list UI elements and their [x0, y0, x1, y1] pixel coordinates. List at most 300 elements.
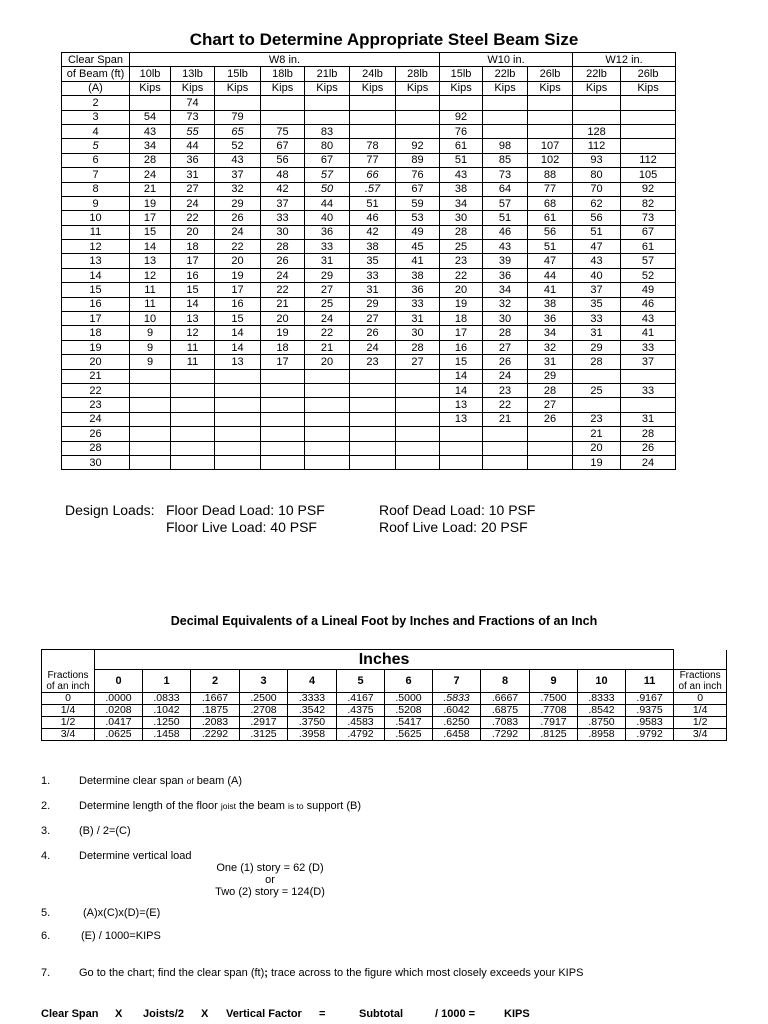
kips-cell: 48: [261, 168, 305, 182]
kips-cell: [350, 398, 396, 412]
kips-cell: [261, 96, 305, 110]
kips-cell: [305, 110, 350, 124]
step-3-text: (B) / 2=(C): [79, 825, 131, 837]
kips-cell: 28: [483, 326, 528, 340]
kips-cell: 51: [440, 153, 483, 167]
kips-cell: 17: [261, 355, 305, 369]
kips-cell: 102: [528, 153, 573, 167]
span-cell: 4: [62, 124, 130, 138]
table-row: [62, 182, 676, 196]
kips-cell: [483, 441, 528, 455]
kips-cell: 37: [621, 355, 676, 369]
span-cell: 28: [62, 441, 130, 455]
kips-cell: [528, 110, 573, 124]
decimal-cell: .6250: [433, 717, 481, 729]
kips-cell: 41: [528, 283, 573, 297]
span-cell: 6: [62, 153, 130, 167]
kips-cell: 43: [130, 124, 171, 138]
kips-cell: [483, 124, 528, 138]
kips-cell: 64: [483, 182, 528, 196]
kips-cell: 11: [171, 340, 215, 354]
kips-cell: [350, 96, 396, 110]
kips-cell: 21: [483, 412, 528, 426]
decimal-cell: .8958: [578, 729, 626, 741]
kips-cell: [261, 383, 305, 397]
kips-cell: 22: [261, 283, 305, 297]
decimal-cell: .4167: [337, 693, 385, 705]
fraction-cell: 1/2: [42, 717, 95, 729]
inch-column-header: 10: [578, 670, 626, 693]
kips-cell: 25: [440, 240, 483, 254]
kips-cell: [261, 369, 305, 383]
decimal-cell: .5417: [385, 717, 433, 729]
kips-cell: [130, 369, 171, 383]
kips-cell: 10: [130, 312, 171, 326]
kips-cell: 32: [215, 182, 261, 196]
weight-header: 24lb: [350, 67, 396, 81]
kips-cell: 9: [130, 340, 171, 354]
kips-cell: 80: [305, 139, 350, 153]
kips-cell: 55: [171, 124, 215, 138]
kips-cell: 46: [350, 211, 396, 225]
kips-cell: [215, 369, 261, 383]
kips-cell: [215, 441, 261, 455]
fraction-cell: 3/4: [42, 729, 95, 741]
kips-cell: [130, 96, 171, 110]
kips-cell: 11: [130, 283, 171, 297]
step-1-part-a: Determine clear span: [79, 775, 187, 787]
kips-cell: [261, 441, 305, 455]
kips-cell: 31: [621, 412, 676, 426]
kips-cell: [573, 398, 621, 412]
inch-column-header: 7: [433, 670, 481, 693]
formula-x2: X: [201, 1008, 209, 1020]
kips-cell: 62: [573, 196, 621, 210]
kips-cell: 38: [528, 297, 573, 311]
kips-cell: 13: [440, 412, 483, 426]
decimal-cell: .3125: [240, 729, 288, 741]
decimal-cell: .4583: [337, 717, 385, 729]
fraction-cell: 1/2: [674, 717, 727, 729]
step-2-part-e: support (B): [303, 800, 362, 812]
floor-live-load: Floor Live Load: 40 PSF: [166, 519, 317, 535]
table-row: [62, 211, 676, 225]
kips-cell: 34: [483, 283, 528, 297]
kips-cell: 24: [305, 312, 350, 326]
fractions-header-left: [42, 670, 95, 693]
units-header: Kips: [130, 81, 171, 95]
span-cell: 26: [62, 427, 130, 441]
kips-cell: 98: [483, 139, 528, 153]
kips-cell: 28: [573, 355, 621, 369]
kips-cell: [621, 369, 676, 383]
step-7-number: 7.: [41, 967, 51, 979]
kips-cell: 70: [573, 182, 621, 196]
inch-column-header: 0: [95, 670, 143, 693]
step-2-text: [79, 800, 361, 812]
formula-equals: =: [319, 1008, 326, 1020]
kips-cell: 19: [130, 196, 171, 210]
fraction-cell: 1/4: [674, 705, 727, 717]
kips-cell: [396, 455, 440, 469]
decimal-cell: .8125: [530, 729, 578, 741]
span-cell: 19: [62, 340, 130, 354]
kips-cell: [396, 398, 440, 412]
weight-header: 10lb: [130, 67, 171, 81]
kips-cell: 42: [261, 182, 305, 196]
kips-cell: [396, 96, 440, 110]
weight-header: 18lb: [261, 67, 305, 81]
decimal-cell: .5833: [433, 693, 481, 705]
weight-header: 26lb: [528, 67, 573, 81]
fraction-cell: 1/4: [42, 705, 95, 717]
beam-table-body: [62, 96, 676, 470]
step-2-part-b: joist: [220, 801, 236, 811]
kips-cell: [305, 398, 350, 412]
kips-cell: 13: [130, 254, 171, 268]
kips-cell: 33: [396, 297, 440, 311]
kips-cell: [573, 110, 621, 124]
kips-cell: 32: [483, 297, 528, 311]
decimal-cell: .2292: [191, 729, 240, 741]
kips-cell: 11: [171, 355, 215, 369]
units-header: Kips: [621, 81, 676, 95]
kips-cell: 30: [440, 211, 483, 225]
kips-cell: 17: [130, 211, 171, 225]
step-7-part-a: Go to the chart; find the clear span (ft): [79, 967, 265, 979]
kips-cell: 33: [350, 268, 396, 282]
kips-cell: [396, 412, 440, 426]
step-5-number: 5.: [41, 907, 51, 919]
kips-cell: [350, 124, 396, 138]
kips-cell: [215, 427, 261, 441]
kips-cell: 53: [396, 211, 440, 225]
decimal-equivalents-title: Decimal Equivalents of a Lineal Foot by Inches and Fractions of an Inch: [170, 614, 598, 628]
kips-cell: 20: [573, 441, 621, 455]
kips-cell: 23: [483, 383, 528, 397]
kips-cell: [396, 441, 440, 455]
inch-column-header: 2: [191, 670, 240, 693]
kips-cell: [305, 96, 350, 110]
kips-cell: [350, 427, 396, 441]
table-row: [62, 455, 676, 469]
kips-cell: 24: [130, 168, 171, 182]
kips-cell: 57: [305, 168, 350, 182]
decimal-cell: .9583: [626, 717, 674, 729]
kips-cell: 17: [440, 326, 483, 340]
span-cell: 14: [62, 268, 130, 282]
kips-cell: 89: [396, 153, 440, 167]
decimal-cell: .7708: [530, 705, 578, 717]
kips-cell: 21: [305, 340, 350, 354]
decimal-cell: .2500: [240, 693, 288, 705]
decimal-cell: .8750: [578, 717, 626, 729]
kips-cell: [573, 369, 621, 383]
span-cell: 12: [62, 240, 130, 254]
formula-joists: Joists/2: [143, 1008, 184, 1020]
kips-cell: 27: [350, 312, 396, 326]
kips-cell: [483, 96, 528, 110]
kips-cell: 88: [528, 168, 573, 182]
kips-cell: [440, 441, 483, 455]
kips-cell: [215, 96, 261, 110]
span-cell: 13: [62, 254, 130, 268]
kips-cell: [171, 412, 215, 426]
kips-cell: 27: [396, 355, 440, 369]
kips-cell: 23: [573, 412, 621, 426]
kips-cell: .57: [350, 182, 396, 196]
kips-cell: [396, 369, 440, 383]
table-row: [62, 196, 676, 210]
kips-cell: [350, 412, 396, 426]
kips-cell: 13: [171, 312, 215, 326]
table-row: [62, 96, 676, 110]
formula-clear-span: Clear Span: [41, 1008, 99, 1020]
kips-cell: 33: [621, 340, 676, 354]
kips-cell: 54: [130, 110, 171, 124]
kips-cell: 75: [261, 124, 305, 138]
kips-cell: 82: [621, 196, 676, 210]
a-header: (A): [62, 81, 130, 95]
kips-cell: 24: [483, 369, 528, 383]
table-row: [62, 110, 676, 124]
kips-cell: 29: [215, 196, 261, 210]
kips-cell: 93: [573, 153, 621, 167]
span-cell: 18: [62, 326, 130, 340]
step-2-number: 2.: [41, 800, 51, 812]
kips-cell: 26: [483, 355, 528, 369]
kips-cell: [483, 455, 528, 469]
kips-cell: 9: [130, 355, 171, 369]
kips-cell: 18: [261, 340, 305, 354]
design-loads-label: Design Loads:: [65, 502, 155, 518]
kips-cell: [215, 412, 261, 426]
units-header: Kips: [483, 81, 528, 95]
kips-cell: 13: [440, 398, 483, 412]
kips-cell: [130, 455, 171, 469]
kips-cell: 42: [350, 225, 396, 239]
span-cell: 22: [62, 383, 130, 397]
formula-kips: KIPS: [504, 1008, 530, 1020]
kips-cell: 43: [483, 240, 528, 254]
decimal-cell: .4792: [337, 729, 385, 741]
kips-cell: 15: [440, 355, 483, 369]
kips-cell: 85: [483, 153, 528, 167]
kips-cell: 56: [528, 225, 573, 239]
table-row: [62, 168, 676, 182]
step-7-part-b: ;: [264, 967, 268, 979]
decimal-cell: .5000: [385, 693, 433, 705]
table-row: [62, 326, 676, 340]
kips-cell: [171, 427, 215, 441]
formula-x1: X: [115, 1008, 123, 1020]
blank-corner: [42, 650, 95, 670]
kips-cell: 37: [261, 196, 305, 210]
kips-cell: [261, 398, 305, 412]
kips-cell: 16: [171, 268, 215, 282]
kips-cell: 45: [396, 240, 440, 254]
decimal-cell: .6042: [433, 705, 481, 717]
step-1-part-c: beam (A): [193, 775, 242, 787]
step-1-number: 1.: [41, 775, 51, 787]
kips-cell: 19: [440, 297, 483, 311]
kips-cell: 47: [528, 254, 573, 268]
kips-cell: [483, 110, 528, 124]
kips-cell: 38: [396, 268, 440, 282]
table-row: [62, 225, 676, 239]
weight-header: 21lb: [305, 67, 350, 81]
kips-cell: 19: [215, 268, 261, 282]
span-cell: 24: [62, 412, 130, 426]
kips-cell: 46: [483, 225, 528, 239]
kips-cell: 31: [573, 326, 621, 340]
kips-cell: 29: [305, 268, 350, 282]
step-6-number: 6.: [41, 930, 51, 942]
weight-header-row: [62, 67, 676, 81]
units-header: Kips: [573, 81, 621, 95]
step-7-part-c: trace across to the figure which most closely exceeds your KIPS: [267, 967, 584, 979]
kips-cell: 57: [483, 196, 528, 210]
kips-cell: 20: [440, 283, 483, 297]
table-row: [62, 254, 676, 268]
kips-cell: [130, 427, 171, 441]
kips-cell: 56: [261, 153, 305, 167]
kips-cell: 31: [396, 312, 440, 326]
kips-cell: 17: [215, 283, 261, 297]
decimal-cell: .0000: [95, 693, 143, 705]
kips-cell: 67: [305, 153, 350, 167]
kips-cell: [621, 96, 676, 110]
kips-cell: 77: [350, 153, 396, 167]
kips-cell: 26: [261, 254, 305, 268]
kips-cell: 41: [621, 326, 676, 340]
decimal-cell: .1250: [143, 717, 191, 729]
kips-cell: 66: [350, 168, 396, 182]
kips-cell: [261, 455, 305, 469]
kips-cell: 20: [305, 355, 350, 369]
kips-cell: [130, 441, 171, 455]
span-cell: 17: [62, 312, 130, 326]
kips-cell: 40: [305, 211, 350, 225]
kips-cell: 29: [573, 340, 621, 354]
decimal-cell: .9167: [626, 693, 674, 705]
kips-cell: 43: [621, 312, 676, 326]
kips-cell: 29: [528, 369, 573, 383]
kips-cell: [305, 427, 350, 441]
kips-cell: [171, 369, 215, 383]
decimal-cell: .2917: [240, 717, 288, 729]
span-cell: 16: [62, 297, 130, 311]
decimal-cell: .1875: [191, 705, 240, 717]
inch-column-header: 3: [240, 670, 288, 693]
kips-cell: 16: [215, 297, 261, 311]
kips-cell: 31: [171, 168, 215, 182]
span-cell: 15: [62, 283, 130, 297]
formula-vertical-factor: Vertical Factor: [226, 1008, 302, 1020]
table-row: [42, 729, 727, 741]
kips-cell: 18: [171, 240, 215, 254]
decimal-cell: .7292: [481, 729, 530, 741]
kips-cell: [573, 96, 621, 110]
kips-cell: 15: [215, 312, 261, 326]
fractions-label-line2: of an inch: [678, 681, 722, 692]
kips-cell: [528, 427, 573, 441]
kips-cell: 52: [215, 139, 261, 153]
kips-cell: 24: [621, 455, 676, 469]
kips-cell: [621, 110, 676, 124]
kips-cell: 33: [621, 383, 676, 397]
kips-cell: 105: [621, 168, 676, 182]
table-row: [62, 268, 676, 282]
span-cell: 23: [62, 398, 130, 412]
table-row: [62, 297, 676, 311]
step-5-text: (A)x(C)x(D)=(E): [83, 907, 161, 919]
kips-cell: [130, 383, 171, 397]
kips-cell: 43: [215, 153, 261, 167]
kips-cell: 27: [171, 182, 215, 196]
decimal-cell: .0625: [95, 729, 143, 741]
weight-header: 26lb: [621, 67, 676, 81]
step-4-number: 4.: [41, 850, 51, 862]
table-row: [62, 441, 676, 455]
kips-cell: 59: [396, 196, 440, 210]
kips-cell: [396, 110, 440, 124]
inch-column-header: 6: [385, 670, 433, 693]
kips-cell: [130, 412, 171, 426]
span-cell: 7: [62, 168, 130, 182]
kips-cell: 76: [396, 168, 440, 182]
kips-cell: 43: [440, 168, 483, 182]
decimal-cell: .1458: [143, 729, 191, 741]
kips-cell: 25: [305, 297, 350, 311]
kips-cell: 26: [528, 412, 573, 426]
kips-cell: 61: [528, 211, 573, 225]
kips-cell: 92: [396, 139, 440, 153]
inch-column-header: 1: [143, 670, 191, 693]
kips-cell: 80: [573, 168, 621, 182]
kips-cell: 49: [396, 225, 440, 239]
kips-cell: 28: [528, 383, 573, 397]
kips-cell: 14: [440, 383, 483, 397]
kips-cell: [396, 383, 440, 397]
kips-cell: [440, 455, 483, 469]
inch-column-header: 8: [481, 670, 530, 693]
step-1-text: [79, 775, 242, 787]
decimal-cell: .7500: [530, 693, 578, 705]
kips-cell: [528, 455, 573, 469]
kips-cell: 37: [573, 283, 621, 297]
kips-cell: 76: [440, 124, 483, 138]
kips-cell: 28: [130, 153, 171, 167]
kips-cell: 65: [215, 124, 261, 138]
decimal-cell: .8542: [578, 705, 626, 717]
kips-cell: 28: [261, 240, 305, 254]
fractions-label-line2: of an inch: [46, 680, 90, 692]
units-header: Kips: [350, 81, 396, 95]
decimal-cell: .3750: [288, 717, 337, 729]
step-6-text: (E) / 1000=KIPS: [81, 930, 161, 942]
table-row: [62, 355, 676, 369]
kips-cell: 112: [621, 153, 676, 167]
table-row: [62, 412, 676, 426]
blank-corner-right: [674, 650, 727, 670]
decimal-cell: .3333: [288, 693, 337, 705]
kips-cell: [440, 96, 483, 110]
formula-divide: / 1000 =: [435, 1008, 476, 1020]
decimal-table-body: [42, 693, 727, 741]
kips-cell: 67: [261, 139, 305, 153]
decimal-cell: .0208: [95, 705, 143, 717]
